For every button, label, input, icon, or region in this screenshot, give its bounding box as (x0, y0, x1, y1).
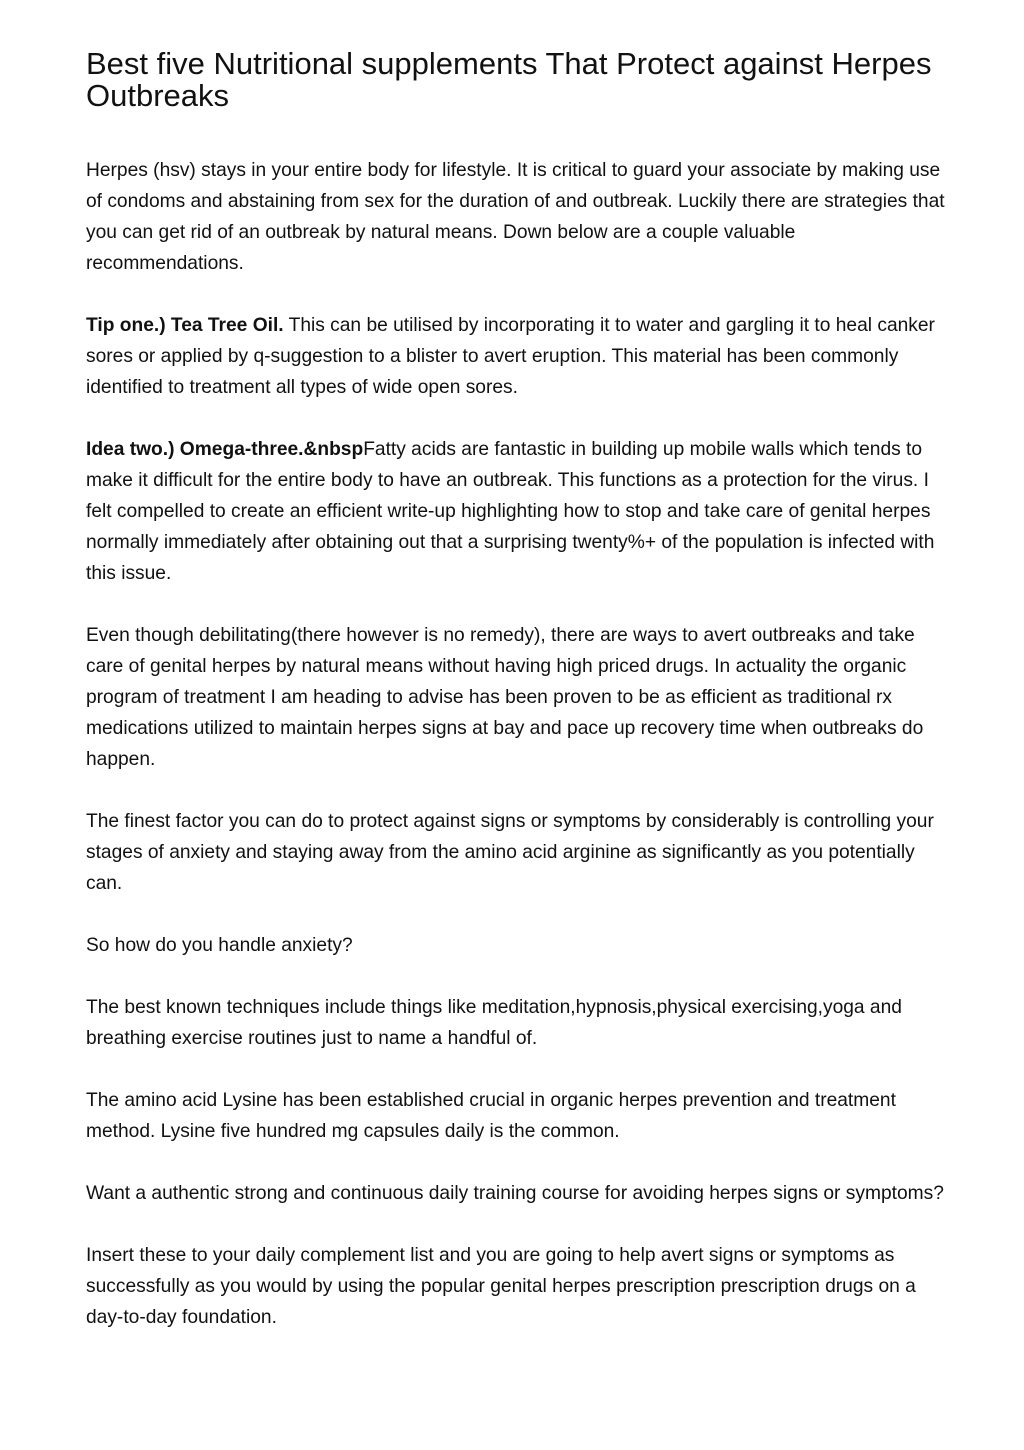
paragraph-text: The finest factor you can do to protect against signs or symptoms by considerably is controlling your stages of anxiety and staying away from the amino acid arginine as significantly as you potentially can. (86, 811, 934, 894)
paragraph-debilitating (86, 620, 946, 775)
idea-two-heading: Idea two.) Omega-three.&nbsp (86, 439, 364, 460)
paragraph-text: Fatty acids are fantastic in building up mobile walls which tends to make it difficult for the entire body to have an outbreak. This functions as a protection for the virus. I felt compelled to create an efficient write-up highlighting how to stop and take care of genital herpes normally immediately after obtaining out that a surprising twenty%+ of the population is infected with this issue. (86, 439, 935, 584)
paragraph-intro (86, 155, 946, 279)
paragraph-text: Want a authentic strong and continuous daily training course for avoiding herpes signs or symptoms? (86, 1183, 944, 1204)
paragraph-text: Insert these to your daily complement list and you are going to help avert signs or symptoms as successfully as you would by using the popular genital herpes prescription prescription drugs on a day-to-day foundation. (86, 1245, 916, 1328)
paragraph-lysine (86, 1085, 946, 1147)
paragraph-text: Herpes (hsv) stays in your entire body for lifestyle. It is critical to guard your associate by making use of condoms and abstaining from sex for the duration of and outbreak. Luckily there are strategies that you can get rid of an outbreak by natural means. Down below are a couple valuable recommendations. (86, 160, 945, 274)
paragraph-text: The amino acid Lysine has been established crucial in organic herpes prevention and treatment method. Lysine five hundred mg capsules daily is the common. (86, 1090, 896, 1142)
paragraph-text: The best known techniques include things like meditation,hypnosis,physical exercising,yoga and breathing exercise routines just to name a handful of. (86, 997, 902, 1049)
paragraph-idea-two (86, 434, 946, 589)
paragraph-finest-factor (86, 806, 946, 899)
paragraph-question-course (86, 1178, 946, 1209)
document-title: Best five Nutritional supplements That Protect against Herpes Outbreaks (86, 46, 932, 113)
paragraph-question-anxiety (86, 930, 946, 961)
tip-one-heading: Tip one.) Tea Tree Oil. (86, 315, 284, 336)
paragraph-tip-one (86, 310, 946, 403)
paragraph-text: Even though debilitating(there however is no remedy), there are ways to avert outbreaks and take care of genital herpes by natural means without having high priced drugs. In actuality the organic program of treatment I am heading to advise has been proven to be as efficient as traditional rx medications utilized to maintain herpes signs at bay and pace up recovery time when outbreaks do happen. (86, 625, 924, 770)
paragraph-text: So how do you handle anxiety? (86, 935, 353, 956)
paragraph-techniques (86, 992, 946, 1054)
document-page (86, 48, 946, 1333)
paragraph-closing (86, 1240, 946, 1333)
paragraph-text: This can be utilised by incorporating it to water and gargling it to heal canker sores or applied by q-suggestion to a blister to avert eruption. This material has been commonly identified to treatment all types of wide open sores. (86, 315, 935, 398)
